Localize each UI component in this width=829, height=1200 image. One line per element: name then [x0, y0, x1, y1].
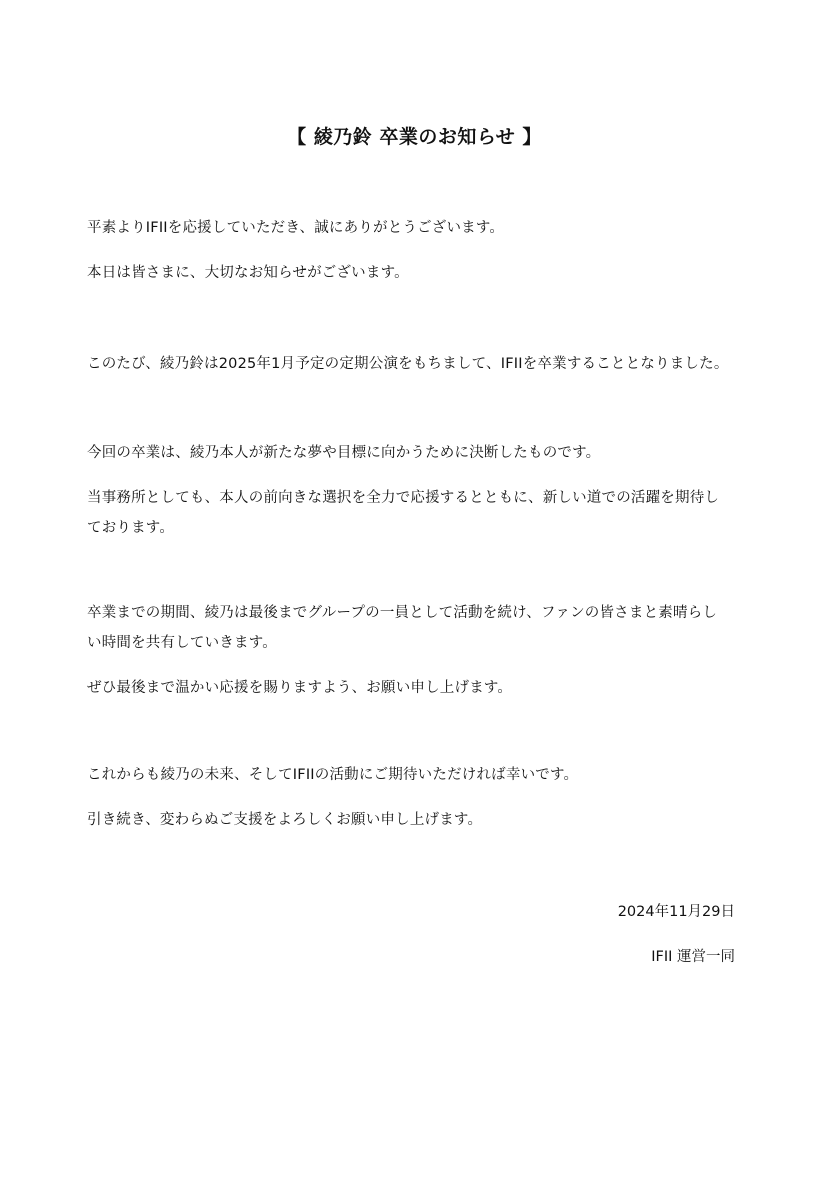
notice-date: 2024年11月29日	[617, 904, 735, 920]
paragraph-line: 引き続き、変わらぬご支援をよろしくお願い申し上げます。	[87, 812, 483, 828]
paragraph-line: 卒業までの期間、綾乃は最後までグループの一員として活動を続け、ファンの皆さまと素晴らし	[87, 605, 718, 621]
paragraph-line: このたび、綾乃鈴は2025年1月予定の定期公演をもちまして、IFIIを卒業することとなりました。	[87, 356, 729, 372]
notice-signature: IFII 運営一同	[651, 949, 735, 965]
notice-title: 【 綾乃鈴 卒業のお知らせ 】	[287, 126, 542, 148]
paragraph-line: 平素よりIFIIを応援していただき、誠にありがとうございます。	[87, 220, 505, 236]
paragraph-line: い時間を共有していきます。	[87, 635, 277, 651]
paragraph-line: ております。	[87, 520, 175, 536]
paragraph-line: 当事務所としても、本人の前向きな選択を全力で応援するとともに、新しい道での活躍を期待し	[87, 490, 720, 506]
paragraph-line: 今回の卒業は、綾乃本人が新たな夢や目標に向かうために決断したものです。	[87, 445, 601, 461]
paragraph-line: 本日は皆さまに、大切なお知らせがございます。	[87, 265, 409, 281]
paragraph-line: ぜひ最後まで温かい応援を賜りますよう、お願い申し上げます。	[87, 680, 513, 696]
paragraph-line: これからも綾乃の未来、そしてIFIIの活動にご期待いただければ幸いです。	[87, 767, 579, 783]
